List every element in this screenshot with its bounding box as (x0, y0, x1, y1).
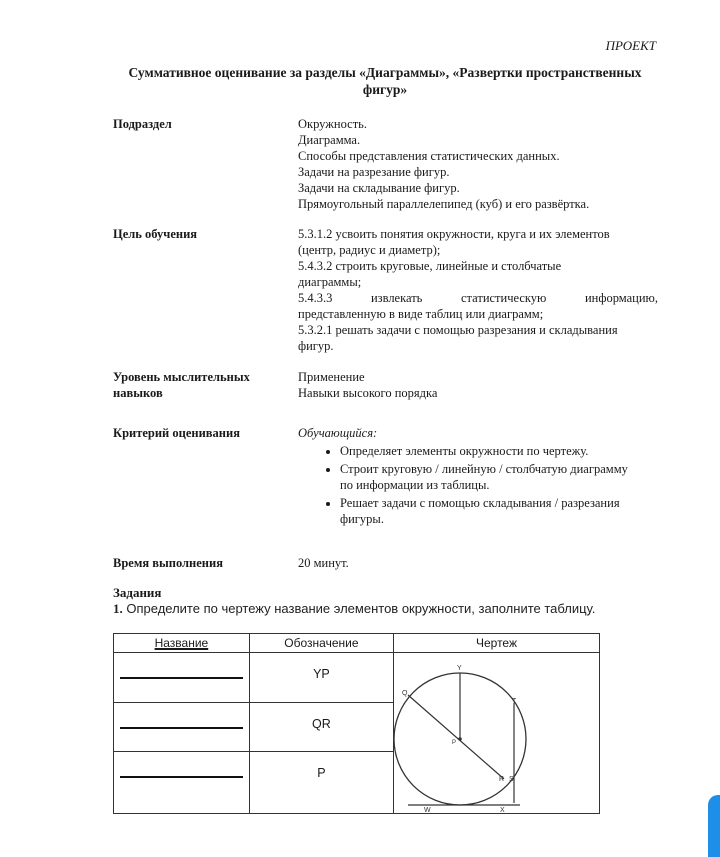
goal-line: фигур. (298, 339, 334, 353)
criteria-item: • Определяет элементы окружности по чертежу. (340, 443, 668, 459)
document-title (110, 64, 660, 98)
name-blank-1[interactable] (114, 653, 250, 703)
code-cell: P (249, 752, 393, 814)
label-t: T (511, 698, 517, 705)
level-label-line: навыков (113, 386, 163, 400)
subsection-item: Диаграмма. (298, 133, 361, 147)
criteria-item: • Строит круговую / линейную / столбчатую диаграмму по информации из таблицы. (340, 461, 630, 493)
chord-line (408, 695, 504, 779)
goal-line: 5.3.2.1 решать задачи с помощью разрезания и складывания (298, 323, 618, 337)
level-label-line: Уровень мыслительных (113, 370, 250, 384)
title-line-1: Суммативное оценивание за разделы «Диаграммы», «Развертки пространственных (128, 65, 642, 80)
level-label (113, 369, 283, 401)
level-values (298, 369, 668, 401)
subsection-item: Задачи на разрезание фигур. (298, 165, 450, 179)
goal-line: диаграммы; (298, 275, 362, 289)
name-blank-2[interactable] (114, 702, 250, 752)
label-r: R (498, 776, 505, 783)
subsection-label: Подраздел (113, 117, 172, 131)
criteria-item: • Решает задачи с помощью складывания / разрезания фигуры. (340, 495, 660, 527)
code-cell: YP (249, 653, 393, 703)
subsection-item: Окружность. (298, 117, 367, 131)
time-value: 20 минут. (298, 556, 349, 570)
goal-word: 5.4.3.3 (298, 291, 333, 305)
goal-word: информацию, (584, 291, 658, 305)
criteria-values (298, 425, 668, 529)
title-line-2: фигур» (362, 82, 408, 97)
label-w: W (423, 807, 431, 813)
level-value: Навыки высокого порядка (298, 386, 438, 400)
circle-drawing (394, 653, 599, 813)
answer-line (120, 776, 243, 778)
criteria-label: Критерий оценивания (113, 426, 240, 440)
subsection-item: Задачи на складывание фигур. (298, 181, 460, 195)
tasks-heading: Задания (113, 585, 162, 600)
header-code: Обозначение (249, 634, 393, 653)
criteria-intro: Обучающийся: (298, 426, 378, 440)
subsection-item: Способы представления статистических данных. (298, 149, 560, 163)
header-name-text: Название (154, 636, 209, 650)
goal-label: Цель обучения (113, 227, 198, 241)
goal-line: 5.3.1.2 усвоить понятия окружности, круга и их элементов (298, 227, 610, 241)
label-q: Q (401, 690, 408, 697)
label-s: S (508, 776, 514, 783)
project-stamp: ПРОЕКТ (605, 38, 656, 53)
criteria-list (298, 443, 668, 527)
subsection-item: Прямоугольный параллелепипед (куб) и его развёртка. (298, 197, 590, 211)
goal-line: представленную в виде таблиц или диаграмм; (298, 307, 544, 321)
code-cell: QR (249, 702, 393, 752)
answer-line (120, 677, 243, 679)
answer-line (120, 727, 243, 729)
level-value: Применение (298, 370, 365, 384)
goal-line-spread (298, 290, 658, 306)
name-blank-3[interactable] (114, 752, 250, 814)
task-1 (113, 601, 595, 617)
answer-table (113, 633, 600, 814)
subsection-values (298, 116, 668, 212)
goal-word: статистическую (460, 291, 547, 305)
task-1-number: 1. (113, 601, 123, 616)
goal-word: извлекать (370, 291, 423, 305)
label-y: Y (456, 665, 462, 672)
center-point (458, 737, 462, 741)
label-x: X (499, 807, 505, 813)
table-header-row (114, 634, 600, 653)
task-1-text: Определите по чертежу название элементов окружности, заполните таблицу. (126, 601, 596, 616)
goal-line: 5.4.3.2 строить круговые, линейные и столбчатые (298, 259, 562, 273)
goal-line: (центр, радиус и диаметр); (298, 243, 441, 257)
header-name (114, 634, 250, 653)
time-label: Время выполнения (113, 556, 223, 570)
goal-values (298, 226, 658, 354)
scroll-handle[interactable] (708, 795, 720, 857)
label-p: P (451, 740, 456, 746)
header-drawing: Чертеж (393, 634, 599, 653)
drawing-cell (393, 653, 599, 814)
table-row (114, 653, 600, 703)
